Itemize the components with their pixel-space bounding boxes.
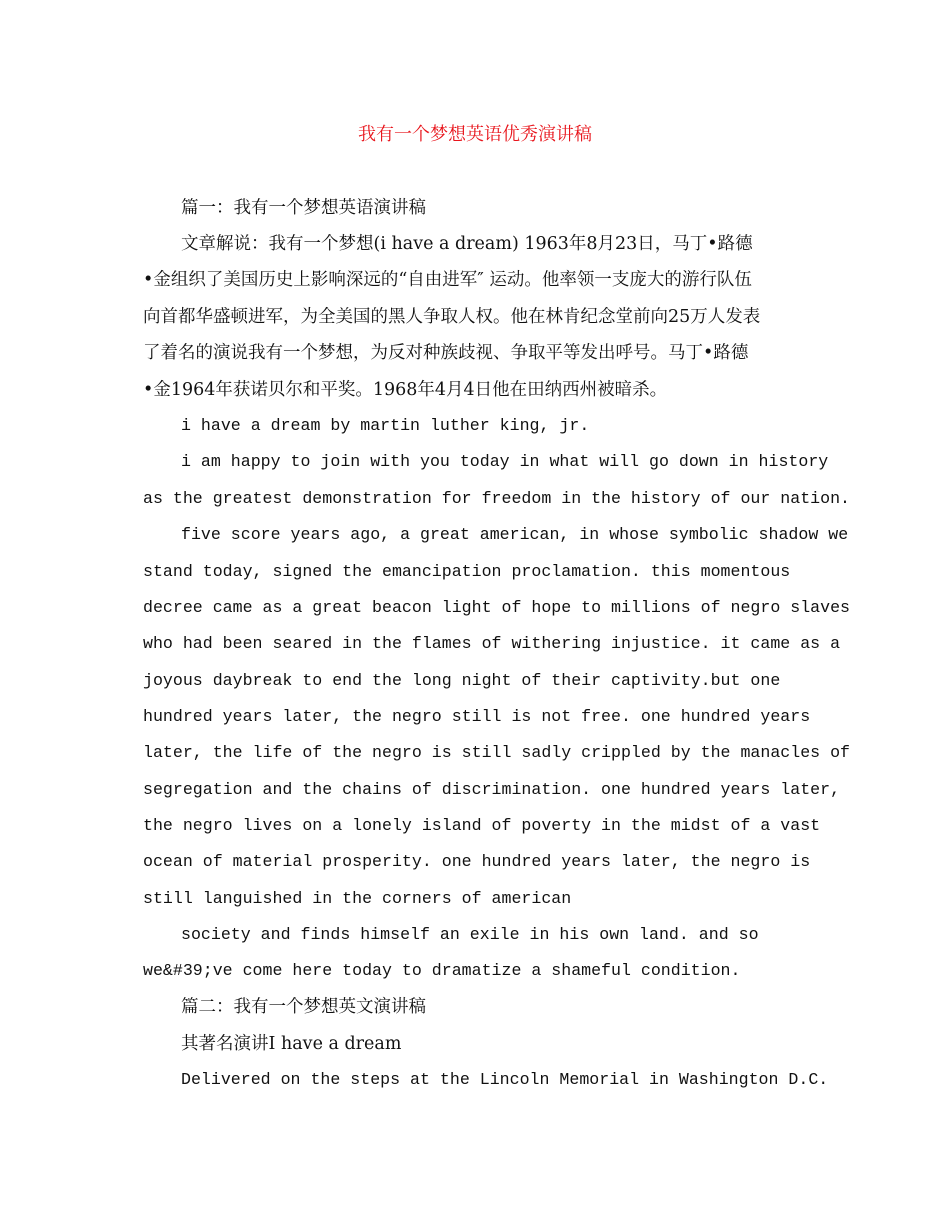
para1-line-2: as the greatest demonstration for freedom in the history of our nation. [143, 489, 851, 508]
para2-line-7: later, the life of the negro is still sadly crippled by the manacles of [143, 743, 851, 762]
byline: i have a dream by martin luther king, jr. [181, 416, 590, 435]
para2-line-2: stand today, signed the emancipation proclamation. this momentous [143, 562, 791, 581]
para2-line-1: five score years ago, a great american, in whose symbolic shadow we [181, 525, 849, 544]
section2-subtitle: 其著名演讲I have a dream [181, 1034, 402, 1054]
para3-line-2: we&#39;ve come here today to dramatize a shameful condition. [143, 961, 741, 980]
para3-line-1: society and finds himself an exile in his own land. and so [181, 925, 759, 944]
para2-line-10: ocean of material prosperity. one hundred years later, the negro is [143, 852, 811, 871]
section2-heading: 篇二：我有一个梦想英文演讲稿 [181, 997, 426, 1017]
para2-line-11: still languished in the corners of american [143, 889, 572, 908]
section2-delivered: Delivered on the steps at the Lincoln Memorial in Washington D.C. [181, 1070, 829, 1089]
para2-line-5: joyous daybreak to end the long night of their captivity.but one [143, 671, 781, 690]
para2-line-4: who had been seared in the flames of withering injustice. it came as a [143, 634, 841, 653]
document-title: 我有一个梦想英语优秀演讲稿 [358, 124, 592, 145]
para2-line-3: decree came as a great beacon light of hope to millions of negro slaves [143, 598, 851, 617]
intro-line-5: •金1964年获诺贝尔和平奖。1968年4月4日他在田纳西州被暗杀。 [143, 380, 668, 400]
para2-line-8: segregation and the chains of discrimination. one hundred years later, [143, 780, 841, 799]
intro-line-4: 了着名的演说我有一个梦想，为反对种族歧视、争取平等发出呼号。马丁•路德 [143, 343, 749, 363]
para2-line-9: the negro lives on a lonely island of poverty in the midst of a vast [143, 816, 821, 835]
section1-heading: 篇一：我有一个梦想英语演讲稿 [181, 198, 426, 218]
intro-line-3: 向首都华盛顿进军，为全美国的黑人争取人权。他在林肯纪念堂前向25万人发表 [143, 307, 761, 327]
para2-line-6: hundred years later, the negro still is not free. one hundred years [143, 707, 811, 726]
intro-line-2: •金组织了美国历史上影响深远的“自由进军″ 运动。他率领一支庞大的游行队伍 [143, 270, 752, 290]
intro-line-1: 文章解说：我有一个梦想(i have a dream) 1963年8月23日，马丁•路德 [181, 234, 753, 254]
para1-line-1: i am happy to join with you today in what will go down in history [181, 452, 829, 471]
